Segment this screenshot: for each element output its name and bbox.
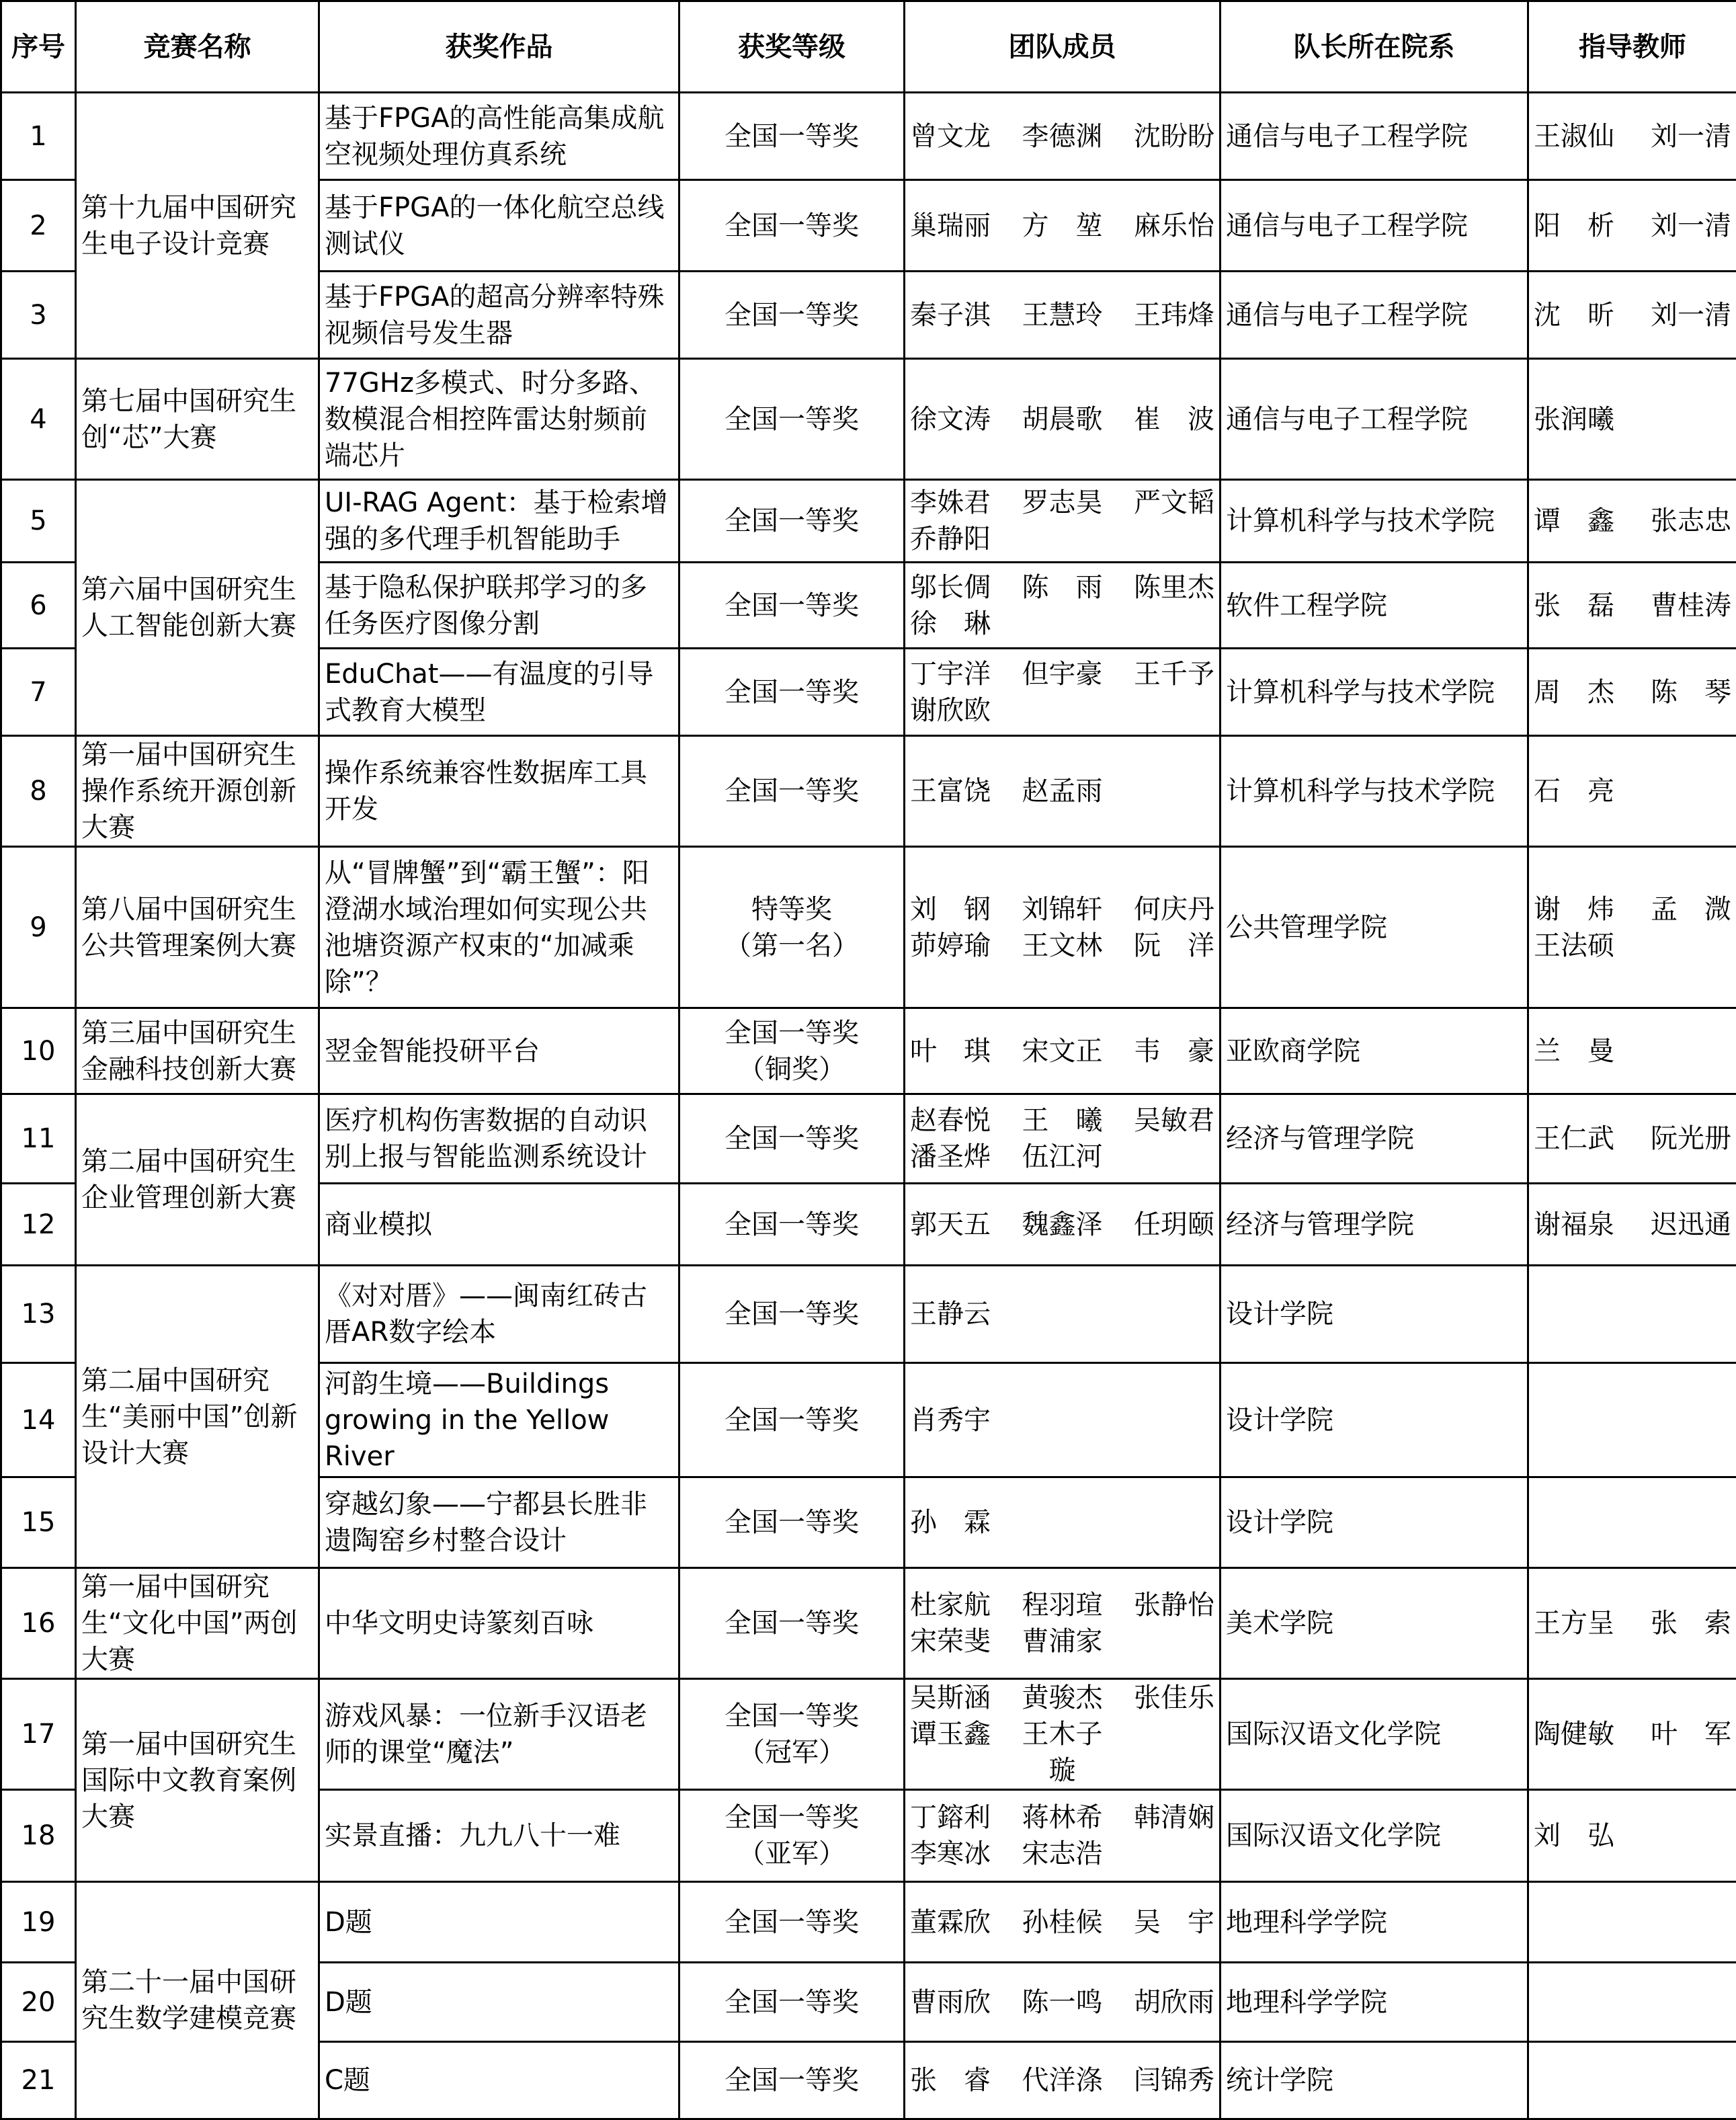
table-row xyxy=(1,359,1736,480)
member-name: 巢瑞丽 xyxy=(910,208,1011,244)
award-work: UI-RAG Agent：基于检索增强的多代理手机智能助手 xyxy=(319,480,679,563)
team-members xyxy=(905,1882,1221,1963)
member-name: 方 堃 xyxy=(1011,208,1113,244)
member-name: 但宇豪 xyxy=(1011,656,1113,692)
award-level: 全国一等奖 xyxy=(679,180,905,272)
advisor-name: 迟迅通 xyxy=(1651,1207,1731,1243)
advisors xyxy=(1528,1363,1736,1477)
row-number: 20 xyxy=(1,1963,76,2042)
table-row xyxy=(1,93,1736,180)
captain-dept: 设计学院 xyxy=(1221,1266,1528,1363)
member-name: 张 睿 xyxy=(910,2062,1011,2098)
team-members xyxy=(905,93,1221,180)
captain-dept: 通信与电子工程学院 xyxy=(1221,272,1528,359)
table-row xyxy=(1,1266,1736,1363)
advisor-name: 谢福泉 xyxy=(1534,1207,1614,1243)
award-work: 操作系统兼容性数据库工具开发 xyxy=(319,736,679,847)
member-name: 麻乐怡 xyxy=(1113,208,1214,244)
award-work: 基于隐私保护联邦学习的多任务医疗图像分割 xyxy=(319,563,679,649)
row-number: 4 xyxy=(1,359,76,480)
advisor-line xyxy=(1534,1818,1731,1854)
advisor-line xyxy=(1534,1605,1731,1641)
member-name: 吴 宇 xyxy=(1113,1904,1214,1941)
award-level: 全国一等奖 xyxy=(679,1568,905,1679)
advisors xyxy=(1528,847,1736,1008)
competition-name: 第二十一届中国研究生数学建模竞赛 xyxy=(76,1882,319,2119)
captain-dept: 国际汉语文化学院 xyxy=(1221,1790,1528,1882)
member-name: 叶 琪 xyxy=(910,1033,1011,1069)
member-name: 谢欣欧 xyxy=(910,692,1011,729)
award-work: 77GHz多模式、时分多路、数模混合相控阵雷达射频前端芯片 xyxy=(319,359,679,480)
advisor-name: 石 亮 xyxy=(1534,773,1614,809)
captain-dept: 计算机科学与技术学院 xyxy=(1221,480,1528,563)
advisor-line xyxy=(1534,773,1731,809)
member-name: 陈一鸣 xyxy=(1011,1984,1113,2021)
member-grid xyxy=(910,1587,1214,1660)
award-level: 全国一等奖 xyxy=(679,272,905,359)
member-grid xyxy=(910,773,1214,809)
member-name: 潘圣烨 xyxy=(910,1139,1011,1175)
member-name: 李德渊 xyxy=(1011,118,1113,155)
advisors xyxy=(1528,1094,1736,1184)
member-name: 秦子淇 xyxy=(910,297,1011,333)
award-work: 基于FPGA的超高分辨率特殊视频信号发生器 xyxy=(319,272,679,359)
award-level: 全国一等奖 xyxy=(679,1882,905,1963)
member-name: 韦 豪 xyxy=(1113,1033,1214,1069)
competition-name: 第六届中国研究生人工智能创新大赛 xyxy=(76,480,319,736)
table-row xyxy=(1,1568,1736,1679)
header-teachers: 指导教师 xyxy=(1528,1,1736,93)
award-work: 实景直播：九九八十一难 xyxy=(319,1790,679,1882)
member-name: 谭玉鑫 xyxy=(910,1716,1011,1789)
member-name: 丁宇洋 xyxy=(910,656,1011,692)
header-no: 序号 xyxy=(1,1,76,93)
team-members xyxy=(905,1790,1221,1882)
table-body xyxy=(1,93,1736,2119)
header-work: 获奖作品 xyxy=(319,1,679,93)
row-number: 14 xyxy=(1,1363,76,1477)
advisor-line xyxy=(1534,1207,1731,1243)
advisor-line xyxy=(1534,297,1731,333)
team-members xyxy=(905,1568,1221,1679)
row-number: 2 xyxy=(1,180,76,272)
advisor-line xyxy=(1534,1033,1731,1069)
advisor-name: 张 磊 xyxy=(1534,587,1614,624)
award-level: 全国一等奖 （冠军） xyxy=(679,1679,905,1790)
award-level: 全国一等奖 （亚军） xyxy=(679,1790,905,1882)
member-name: 徐文涛 xyxy=(910,401,1011,438)
member-name: 王富饶 xyxy=(910,773,1011,809)
member-grid xyxy=(910,2062,1214,2098)
member-name: 王慧玲 xyxy=(1011,297,1113,333)
member-grid xyxy=(910,1904,1214,1941)
captain-dept: 经济与管理学院 xyxy=(1221,1094,1528,1184)
member-name: 李姝君 xyxy=(910,485,1011,521)
advisor-name: 刘一清 xyxy=(1651,118,1731,155)
captain-dept: 设计学院 xyxy=(1221,1363,1528,1477)
captain-dept: 通信与电子工程学院 xyxy=(1221,359,1528,480)
member-grid xyxy=(910,1504,1214,1541)
advisor-name: 王方呈 xyxy=(1534,1605,1614,1641)
advisor-name: 张润曦 xyxy=(1534,401,1614,438)
member-grid xyxy=(910,118,1214,155)
award-work: D题 xyxy=(319,1963,679,2042)
award-level: 特等奖 （第一名） xyxy=(679,847,905,1008)
advisor-name: 谢 炜 xyxy=(1534,891,1614,928)
table-row xyxy=(1,1679,1736,1790)
member-name: 曹浦家 xyxy=(1011,1623,1113,1660)
advisor-name: 刘一清 xyxy=(1651,297,1731,333)
team-members xyxy=(905,1266,1221,1363)
advisor-line xyxy=(1534,891,1731,928)
captain-dept: 软件工程学院 xyxy=(1221,563,1528,649)
row-number: 7 xyxy=(1,649,76,736)
team-members xyxy=(905,649,1221,736)
member-name: 乔静阳 xyxy=(910,521,1011,557)
award-level: 全国一等奖 xyxy=(679,1477,905,1568)
team-members xyxy=(905,359,1221,480)
advisors xyxy=(1528,563,1736,649)
competition-name: 第七届中国研究生创“芯”大赛 xyxy=(76,359,319,480)
row-number: 11 xyxy=(1,1094,76,1184)
advisor-name: 阳 析 xyxy=(1534,208,1614,244)
captain-dept: 计算机科学与技术学院 xyxy=(1221,649,1528,736)
member-name: 吴敏君 xyxy=(1113,1102,1214,1139)
advisors xyxy=(1528,1008,1736,1094)
member-name: 黄骏杰 xyxy=(1011,1680,1113,1716)
advisors xyxy=(1528,93,1736,180)
advisor-line xyxy=(1534,208,1731,244)
competition-name: 第一届中国研究生“文化中国”两创大赛 xyxy=(76,1568,319,1679)
member-name: 刘 钢 xyxy=(910,891,1011,928)
header-members: 团队成员 xyxy=(905,1,1221,93)
advisors xyxy=(1528,1679,1736,1790)
member-name: 刘锦轩 xyxy=(1011,891,1113,928)
member-name: 肖秀宇 xyxy=(910,1402,1011,1438)
award-level: 全国一等奖 （铜奖） xyxy=(679,1008,905,1094)
captain-dept: 通信与电子工程学院 xyxy=(1221,180,1528,272)
member-name: 王文林 xyxy=(1011,928,1113,964)
advisor-name: 兰 曼 xyxy=(1534,1033,1614,1069)
captain-dept: 设计学院 xyxy=(1221,1477,1528,1568)
header-competition: 竞赛名称 xyxy=(76,1,319,93)
member-name: 董霖欣 xyxy=(910,1904,1011,1941)
award-work: 《对对厝》——闽南红砖古厝AR数字绘本 xyxy=(319,1266,679,1363)
row-number: 5 xyxy=(1,480,76,563)
advisor-line xyxy=(1534,503,1731,539)
advisors xyxy=(1528,272,1736,359)
member-grid xyxy=(910,485,1214,557)
competition-name: 第一届中国研究生操作系统开源创新大赛 xyxy=(76,736,319,847)
member-name: 宋志浩 xyxy=(1011,1836,1113,1872)
award-level: 全国一等奖 xyxy=(679,1184,905,1266)
advisors xyxy=(1528,1477,1736,1568)
team-members xyxy=(905,272,1221,359)
advisor-line xyxy=(1534,1120,1731,1157)
member-name: 宋荣斐 xyxy=(910,1623,1011,1660)
member-name: 王静云 xyxy=(910,1296,1011,1332)
award-work: 中华文明史诗篆刻百咏 xyxy=(319,1568,679,1679)
award-level: 全国一等奖 xyxy=(679,736,905,847)
member-grid xyxy=(910,656,1214,729)
advisors xyxy=(1528,1266,1736,1363)
row-number: 9 xyxy=(1,847,76,1008)
award-work: 翌金智能投研平台 xyxy=(319,1008,679,1094)
member-name: 罗志昊 xyxy=(1011,485,1113,521)
advisor-name: 王仁武 xyxy=(1534,1120,1614,1157)
advisor-line xyxy=(1534,1716,1731,1752)
captain-dept: 国际汉语文化学院 xyxy=(1221,1679,1528,1790)
member-name: 沈盼盼 xyxy=(1113,118,1214,155)
team-members xyxy=(905,847,1221,1008)
award-level: 全国一等奖 xyxy=(679,649,905,736)
member-name: 李寒冰 xyxy=(910,1836,1011,1872)
member-grid xyxy=(910,1799,1214,1872)
member-name: 代洋涤 xyxy=(1011,2062,1113,2098)
award-work: 基于FPGA的高性能高集成航空视频处理仿真系统 xyxy=(319,93,679,180)
competition-name: 第八届中国研究生公共管理案例大赛 xyxy=(76,847,319,1008)
advisors xyxy=(1528,1790,1736,1882)
advisors xyxy=(1528,1882,1736,1963)
team-members xyxy=(905,1963,1221,2042)
row-number: 16 xyxy=(1,1568,76,1679)
member-grid xyxy=(910,208,1214,244)
advisor-name: 刘一清 xyxy=(1651,208,1731,244)
member-name: 魏鑫泽 xyxy=(1011,1207,1113,1243)
member-name: 闫锦秀 xyxy=(1113,2062,1214,2098)
team-members xyxy=(905,1094,1221,1184)
award-work: D题 xyxy=(319,1882,679,1963)
member-name: 杜家航 xyxy=(910,1587,1011,1623)
member-name: 曾文龙 xyxy=(910,118,1011,155)
member-grid xyxy=(910,1402,1214,1438)
advisors xyxy=(1528,180,1736,272)
team-members xyxy=(905,1477,1221,1568)
member-name: 王玮烽 xyxy=(1113,297,1214,333)
row-number: 1 xyxy=(1,93,76,180)
row-number: 8 xyxy=(1,736,76,847)
table-row xyxy=(1,1882,1736,1963)
row-number: 10 xyxy=(1,1008,76,1094)
award-work: 商业模拟 xyxy=(319,1184,679,1266)
award-work: C题 xyxy=(319,2042,679,2119)
captain-dept: 美术学院 xyxy=(1221,1568,1528,1679)
member-name: 张佳乐 xyxy=(1113,1680,1214,1716)
advisor-line xyxy=(1534,674,1731,710)
advisor-name: 王法硕 xyxy=(1534,928,1614,964)
award-work: 从“冒牌蟹”到“霸王蟹”：阳澄湖水域治理如何实现公共池塘资源产权束的“加减乘除”？ xyxy=(319,847,679,1008)
row-number: 17 xyxy=(1,1679,76,1790)
table-row xyxy=(1,847,1736,1008)
advisor-name: 张志忠 xyxy=(1651,503,1731,539)
member-name: 蒋林希 xyxy=(1011,1799,1113,1836)
member-grid xyxy=(910,1680,1214,1789)
captain-dept: 亚欧商学院 xyxy=(1221,1008,1528,1094)
award-level: 全国一等奖 xyxy=(679,563,905,649)
advisor-line xyxy=(1534,118,1731,155)
advisor-name: 沈 昕 xyxy=(1534,297,1614,333)
captain-dept: 地理科学学院 xyxy=(1221,1963,1528,2042)
advisor-name: 孟 溦 xyxy=(1651,891,1731,928)
captain-dept: 地理科学学院 xyxy=(1221,1882,1528,1963)
member-name: 崔 波 xyxy=(1113,401,1214,438)
member-name: 任玥颐 xyxy=(1113,1207,1214,1243)
team-members xyxy=(905,1363,1221,1477)
team-members xyxy=(905,480,1221,563)
advisors xyxy=(1528,1963,1736,2042)
award-level: 全国一等奖 xyxy=(679,1266,905,1363)
advisor-name: 陈 琴 xyxy=(1651,674,1731,710)
table-row xyxy=(1,480,1736,563)
member-name: 程羽瑄 xyxy=(1011,1587,1113,1623)
member-grid xyxy=(910,297,1214,333)
captain-dept: 公共管理学院 xyxy=(1221,847,1528,1008)
award-work: EduChat——有温度的引导式教育大模型 xyxy=(319,649,679,736)
member-name: 陈里杰 xyxy=(1113,569,1214,606)
advisor-name: 曹桂涛 xyxy=(1651,587,1731,624)
advisor-name: 周 杰 xyxy=(1534,674,1614,710)
row-number: 18 xyxy=(1,1790,76,1882)
advisor-line xyxy=(1534,401,1731,438)
row-number: 15 xyxy=(1,1477,76,1568)
team-members xyxy=(905,2042,1221,2119)
row-number: 12 xyxy=(1,1184,76,1266)
member-name: 胡欣雨 xyxy=(1113,1984,1214,2021)
header-level: 获奖等级 xyxy=(679,1,905,93)
row-number: 19 xyxy=(1,1882,76,1963)
member-name: 曹雨欣 xyxy=(910,1984,1011,2021)
member-name: 徐 琳 xyxy=(910,606,1011,642)
member-grid xyxy=(910,569,1214,642)
table-row xyxy=(1,1094,1736,1184)
member-name: 韩清娴 xyxy=(1113,1799,1214,1836)
advisor-name: 王淑仙 xyxy=(1534,118,1614,155)
member-name: 王木子璇 xyxy=(1011,1716,1113,1789)
team-members xyxy=(905,563,1221,649)
competition-name: 第一届中国研究生国际中文教育案例大赛 xyxy=(76,1679,319,1882)
member-grid xyxy=(910,1984,1214,2021)
member-grid xyxy=(910,891,1214,964)
table-row xyxy=(1,736,1736,847)
member-name: 赵孟雨 xyxy=(1011,773,1113,809)
member-name: 丁鎔利 xyxy=(910,1799,1011,1836)
member-name: 吴斯涵 xyxy=(910,1680,1011,1716)
award-level: 全国一等奖 xyxy=(679,2042,905,2119)
member-name: 邬长倜 xyxy=(910,569,1011,606)
row-number: 13 xyxy=(1,1266,76,1363)
advisor-name: 张 索 xyxy=(1651,1605,1731,1641)
advisor-name: 阮光册 xyxy=(1651,1120,1731,1157)
award-level: 全国一等奖 xyxy=(679,1363,905,1477)
advisor-name: 刘 弘 xyxy=(1534,1818,1614,1854)
advisor-line xyxy=(1534,928,1731,964)
award-level: 全国一等奖 xyxy=(679,480,905,563)
competition-name: 第二届中国研究生企业管理创新大赛 xyxy=(76,1094,319,1266)
award-level: 全国一等奖 xyxy=(679,1963,905,2042)
header-dept: 队长所在院系 xyxy=(1221,1,1528,93)
award-work: 基于FPGA的一体化航空总线测试仪 xyxy=(319,180,679,272)
team-members xyxy=(905,1184,1221,1266)
member-name: 何庆丹 xyxy=(1113,891,1214,928)
row-number: 6 xyxy=(1,563,76,649)
advisor-line xyxy=(1534,587,1731,624)
advisors xyxy=(1528,2042,1736,2119)
member-name: 伍江河 xyxy=(1011,1139,1113,1175)
advisor-name: 陶健敏 xyxy=(1534,1716,1614,1752)
member-name: 陈 雨 xyxy=(1011,569,1113,606)
award-level: 全国一等奖 xyxy=(679,1094,905,1184)
team-members xyxy=(905,1679,1221,1790)
advisors xyxy=(1528,1184,1736,1266)
member-name: 阮 洋 xyxy=(1113,928,1214,964)
advisors xyxy=(1528,359,1736,480)
captain-dept: 统计学院 xyxy=(1221,2042,1528,2119)
table-row xyxy=(1,1008,1736,1094)
member-grid xyxy=(910,1033,1214,1069)
header-row xyxy=(1,1,1736,93)
member-grid xyxy=(910,1296,1214,1332)
captain-dept: 通信与电子工程学院 xyxy=(1221,93,1528,180)
member-name: 孙 霖 xyxy=(910,1504,1011,1541)
member-name: 严文韬 xyxy=(1113,485,1214,521)
member-grid xyxy=(910,401,1214,438)
member-name: 王 曦 xyxy=(1011,1102,1113,1139)
member-grid xyxy=(910,1207,1214,1243)
member-name: 张静怡 xyxy=(1113,1587,1214,1623)
award-level: 全国一等奖 xyxy=(679,93,905,180)
member-name: 孙桂候 xyxy=(1011,1904,1113,1941)
award-work: 河韵生境——Buildings growing in the Yellow River xyxy=(319,1363,679,1477)
member-name: 赵春悦 xyxy=(910,1102,1011,1139)
advisors xyxy=(1528,1568,1736,1679)
member-grid xyxy=(910,1102,1214,1175)
member-name: 胡晨歌 xyxy=(1011,401,1113,438)
advisors xyxy=(1528,649,1736,736)
member-name: 王千予 xyxy=(1113,656,1214,692)
row-number: 21 xyxy=(1,2042,76,2119)
advisors xyxy=(1528,736,1736,847)
row-number: 3 xyxy=(1,272,76,359)
competition-name: 第二届中国研究生“美丽中国”创新设计大赛 xyxy=(76,1266,319,1568)
member-name: 茆婷瑜 xyxy=(910,928,1011,964)
member-name: 郭天五 xyxy=(910,1207,1011,1243)
award-work: 穿越幻象——宁都县长胜非遗陶窑乡村整合设计 xyxy=(319,1477,679,1568)
captain-dept: 计算机科学与技术学院 xyxy=(1221,736,1528,847)
award-level: 全国一等奖 xyxy=(679,359,905,480)
competition-name: 第三届中国研究生金融科技创新大赛 xyxy=(76,1008,319,1094)
team-members xyxy=(905,736,1221,847)
advisor-name: 叶 军 xyxy=(1651,1716,1731,1752)
member-name: 宋文正 xyxy=(1011,1033,1113,1069)
award-work: 游戏风暴：一位新手汉语老师的课堂“魔法” xyxy=(319,1679,679,1790)
advisors xyxy=(1528,480,1736,563)
advisor-name: 谭 鑫 xyxy=(1534,503,1614,539)
award-work: 医疗机构伤害数据的自动识别上报与智能监测系统设计 xyxy=(319,1094,679,1184)
captain-dept: 经济与管理学院 xyxy=(1221,1184,1528,1266)
team-members xyxy=(905,1008,1221,1094)
team-members xyxy=(905,180,1221,272)
competition-name: 第十九届中国研究生电子设计竞赛 xyxy=(76,93,319,359)
